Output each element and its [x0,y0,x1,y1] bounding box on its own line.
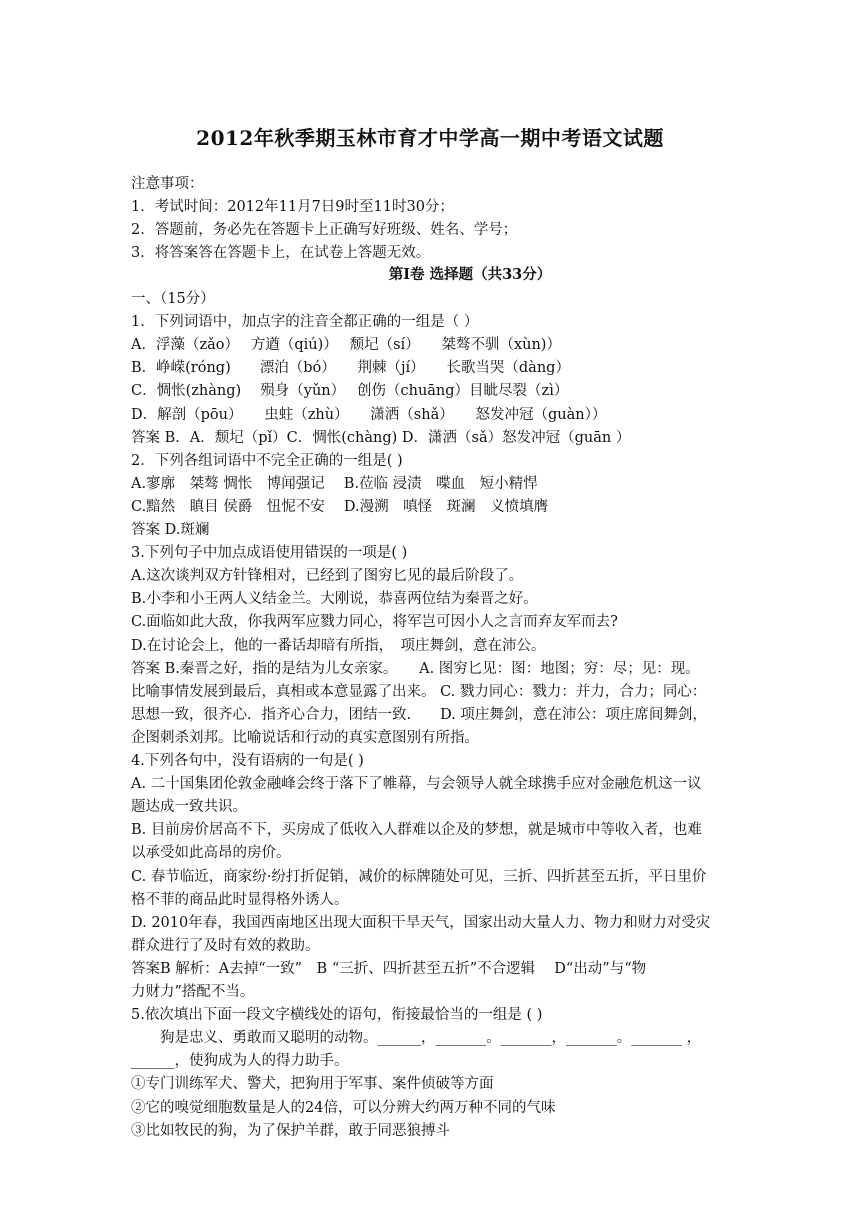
question-line: 答案 B．A．颓圮（pǐ）C．惆怅(chàng) D．潇洒（sǎ）怒发冲冠（guān ） [131,429,631,446]
question-line: C. 春节临近，商家纷·纷打折促销，减价的标牌随处可见，三折、四折甚至五折，平日里价 [131,868,707,885]
question-line: 狗是忠义、勇敢而又聪明的动物。______，_______。_______，_______。_______ ， [131,1030,702,1047]
question-line: 答案 B.秦晋之好，指的是结为儿女亲家。 A. 图穷匕见：图：地图；穷：尽；见：现。 [131,660,700,677]
question-line: ______，使狗成为人的得力助手。 [131,1053,349,1070]
question-line: C.黯然 瞋目 侯爵 忸怩不安 D.漫溯 嗔怪 斑澜 义愤填膺 [131,498,549,515]
question-line: 力财力”搭配不当。 [131,984,255,1000]
question-line: D．解剖（pōu） 虫蛀（zhù） 潇洒（shǎ） 怒发冲冠（guàn）） [131,406,607,423]
question-line: D. 2010年春，我国西南地区出现大面积干旱天气，国家出动大量人力、物力和财力对受灾 [131,914,711,931]
question-line: 比喻事情发展到最后，真相或本意显露了出来。 C. 戮力同心：戮力：并力，合力；同心： [131,683,707,700]
question-line: 以承受如此高昂的房价。 [131,845,291,862]
notice-line: 1．考试时间：2012年11月7日9时至11时30分； [131,199,454,216]
question-line: ③比如牧民的狗，为了保护羊群，敢于同恶狼搏斗 [131,1122,450,1139]
question-line: A. 二十国集团伦敦金融峰会终于落下了帷幕，与会领导人就全球携手应对金融危机这一议 [131,776,702,793]
question-line: D.在讨论会上，他的一番话却暗有所指， 项庄舞剑，意在沛公。 [131,637,546,654]
question-line: 答案B 解析：A去掉“一致” B “三折、四折甚至五折”不合逻辑 D“出动”与“物 [131,960,647,977]
question-line: 答案 D.斑斓 [131,522,210,538]
question-line: 4.下列各句中，没有语病的一句是( ) [131,753,364,769]
question-line: C．惆怅(zhàng) 殒身（yǔn） 创伤（chuāng）目眦尽裂（zì） [131,383,569,400]
page-title: 2012年秋季期玉林市育才中学高一期中考语文试题 [196,126,664,150]
question-line: C.面临如此大敌，你我两军应戮力同心，将军岂可因小人之言而弃友军而去? [131,614,618,631]
question-line: A．浮藻（zǎo） 方遒（qiú)） 颓圮（sí） 桀骜不驯（xùn)） [131,337,561,354]
question-line: A.这次谈判双方针锋相对，已经到了图穷匕见的最后阶段了。 [131,568,524,585]
question-line: B.小李和小王两人义结金兰。大刚说，恭喜两位结为秦晋之好。 [131,591,538,608]
question-line: 思想一致，很齐心．指齐心合力，团结一致. D. 项庄舞剑，意在沛公：项庄席间舞剑， [131,706,707,723]
question-line: 一、（15分） [131,291,215,307]
notice-line: 2．答题前，务必先在答题卡上正确写好班级、姓名、学号； [131,222,518,239]
question-line: 格不菲的商品此时显得格外诱人。 [131,891,349,908]
question-line: ①专门训练军犬、警犬，把狗用于军事、案件侦破等方面 [131,1076,494,1093]
question-line: 5.依次填出下面一段文字横线处的语句，衔接最恰当的一组是 ( ) [131,1007,543,1024]
question-line: ②它的嗅觉细胞数量是人的24倍，可以分辨大约两万种不同的气味 [131,1099,556,1116]
notice-line: 注意事项： [131,176,204,192]
question-line: B. 目前房价居高不下，买房成了低收入人群难以企及的梦想，就是城市中等收入者，也难 [131,822,702,839]
notice-line: 3．将答案答在答题卡上，在试卷上答题无效。 [131,245,431,262]
question-line: 企图刺杀刘邦。比喻说话和行动的真实意图别有所指。 [131,729,479,746]
question-line: 题达成一致共识。 [131,799,247,816]
question-line: 群众进行了及时有效的救助。 [131,937,320,954]
question-line: 2．下列各组词语中不完全正确的一组是( ) [131,452,403,469]
question-line: 1．下列词语中，加点字的注音全都正确的一组是（ ） [131,314,479,331]
question-line: B．峥嵘(róng) 漂泊（bó） 荆棘（jí） 长歌当哭（dàng） [131,360,570,377]
question-line: A.寥廓 桀骜 惆怅 博闻强记 B.莅临 浸渍 喋血 短小精悍 [131,475,538,492]
question-line: 3.下列句子中加点成语使用错误的一项是( ) [131,545,408,562]
section-heading: 第Ⅰ卷 选择题（共33分） [388,266,552,283]
